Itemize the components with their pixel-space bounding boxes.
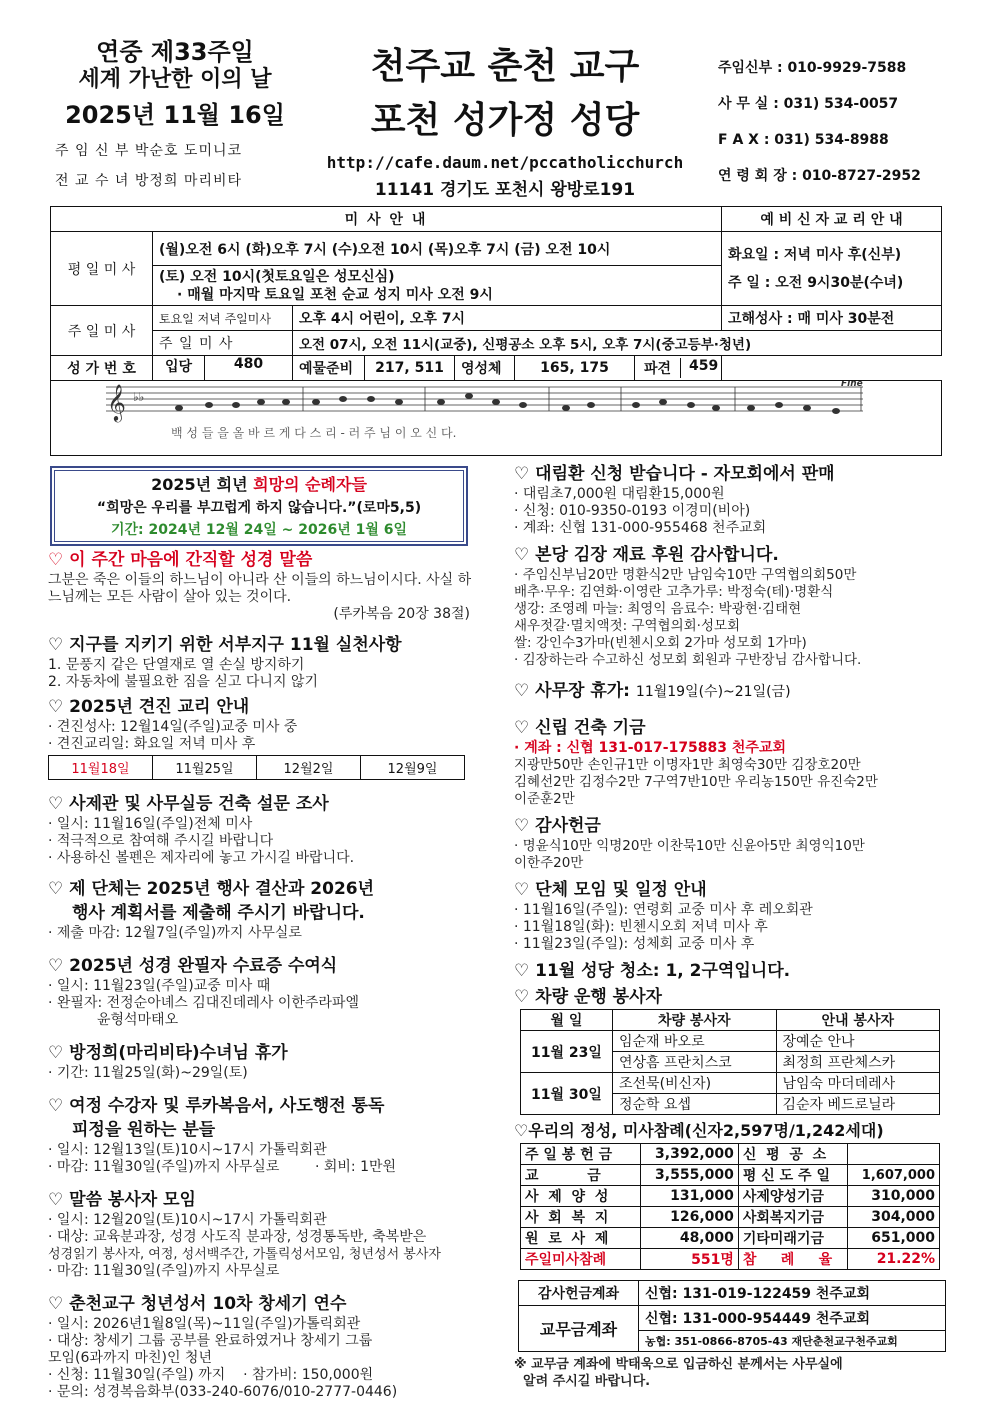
catechumen-line2: 주 일 : 오전 9시30분(수녀) <box>728 274 904 291</box>
jubilee-period: 기간: 2024년 12월 24일 ~ 2026년 1월 6일 <box>110 522 408 538</box>
course-item: · 마감: 11월30일(주일)까지 사무실로 · 회비: 1만원 <box>48 1159 397 1175</box>
group-title: ♡ 단체 모임 및 일정 안내 <box>514 880 707 900</box>
saturday-mass: (토) 오전 10시(첫토요일은 성모신심) <box>159 268 395 285</box>
finance-value: 651,000 <box>848 1228 940 1249</box>
jubilee-box <box>50 466 468 546</box>
cert-title: ♡ 2025년 성경 완필자 수료증 수여식 <box>48 956 338 976</box>
finance-table <box>520 1143 940 1270</box>
sunday-mass-label: 주 일 미 사 <box>51 306 153 356</box>
thanks-account-value: 신협: 131-019-122459 천주교회 <box>639 1281 946 1306</box>
gyeonjin-date: 11월18일 <box>49 756 153 780</box>
dues-account-2: 농협: 351-0866-8705-43 재단춘천교구천주교회 <box>645 1335 898 1348</box>
svg-text:백 성 들 을 올 바 르 게 다 스: 백 성 들 을 올 바 르 게 다 스 리 - 러 주 님 이 오 신 다. <box>171 426 457 440</box>
mass-header: 미 사 안 내 <box>51 207 722 232</box>
header-left <box>50 38 300 196</box>
entrance-label: 입당 <box>153 356 205 380</box>
build-fund-title: ♡ 신립 건축 기금 <box>514 718 646 738</box>
weekday-mass-row2 <box>153 266 722 306</box>
offertory-hymn: 217, 511 <box>365 356 455 381</box>
dues-note-2: 알려 주시길 바랍니다. <box>514 1374 651 1389</box>
pastor-name: 주 임 신 부 박순호 도미니코 <box>55 143 243 159</box>
word-item: · 대상: 교육분과장, 성경 사도직 분과장, 성경통독반, 축복받은 <box>48 1229 427 1245</box>
weekday-mass-label: 평 일 미 사 <box>51 232 153 306</box>
finance-value: 3,392,000 <box>641 1144 739 1165</box>
car-table <box>520 1009 940 1115</box>
course-title-2: 피정을 원하는 분들 <box>72 1120 216 1140</box>
liturgical-week: 연중 제33주일 <box>96 38 254 66</box>
contact-funeral-head: 연 령 회 장 : 010-8727-2952 <box>718 168 921 184</box>
dismissal-hymn: 459 <box>689 358 719 374</box>
kimchi-title: ♡ 본당 김장 재료 후원 감사합니다. <box>514 545 779 565</box>
build-fund-item: 김혜선2만 김정수2만 7구역7반10만 우리농150만 유진숙2만 <box>514 774 878 790</box>
car-date: 11월 30일 <box>521 1073 613 1115</box>
kimchi-item: 새우젓갈·멸치액젓: 구역협의회·성모회 <box>514 618 741 634</box>
youth-title: ♡ 춘천교구 청년성서 10차 창세기 연수 <box>48 1294 347 1314</box>
finance-label: 기타미래기금 <box>738 1228 848 1249</box>
thanks-title: ♡ 감사헌금 <box>514 816 601 836</box>
sunday-value: 오전 07시, 오전 11시(교중), 신평공소 오후 5시, 오후 7시(중고등부·청년) <box>293 331 942 356</box>
hymn-entrance-cell <box>153 356 293 381</box>
word-title: ♡ 말씀 봉사자 모임 <box>48 1190 196 1210</box>
finance-value: 3,555,000 <box>641 1165 739 1186</box>
kimchi-item: · 주임신부님20만 명환식2만 남임숙10만 구역협의회50만 <box>514 567 857 583</box>
bible-text: 그분은 죽은 이들의 하느님이 아니라 산 이들의 하느님이시다. 사실 하느님께는 모든 사람이 살아 있는 것이다. <box>48 572 472 605</box>
diocese-title: 천주교 춘천 교구 <box>370 46 640 87</box>
survey-item: · 일시: 11월16일(주일)전체 미사 <box>48 816 253 832</box>
gyeonjin-date: 11월25일 <box>153 756 257 780</box>
build-fund-item: 지광만50만 손인규1만 이명자1만 최영숙30만 김장호20만 <box>514 757 861 773</box>
car-header: 안내 봉사자 <box>776 1010 940 1031</box>
finance-label: 사 회 복 지 <box>521 1207 641 1228</box>
word-item: · 마감: 11월30일(주일)까지 사무실로 <box>48 1263 280 1279</box>
vacation-title: ♡ 방정희(마리비타)수녀님 휴가 <box>48 1043 288 1063</box>
youth-item: · 대상: 창세기 그룹 공부를 완료하였거나 창세기 그룹 <box>48 1333 373 1349</box>
finance-value: 48,000 <box>641 1228 739 1249</box>
finance-label: 주 일 봉 헌 금 <box>521 1144 641 1165</box>
plan-item: · 제출 마감: 12월7일(주일)까지 사무실로 <box>48 925 302 941</box>
attendance-count: 551명 <box>641 1249 739 1270</box>
sat-eve-value: 오후 4시 어린이, 오후 7시 <box>293 306 722 331</box>
build-fund-account: · 계좌 : 신협 131-017-175883 천주교회 <box>514 740 786 756</box>
weekday-mass-row1: (월)오전 6시 (화)오후 7시 (수)오전 10시 (목)오후 7시 (금) 오전 10시 <box>153 232 722 266</box>
jubilee-title: 2025년 희년 희망의 순례자들 <box>151 475 367 494</box>
youth-item: · 신청: 11월30일(주일) 까지 · 참가비: 150,000원 <box>48 1367 374 1383</box>
gyeonjin-title: ♡ 2025년 견진 교리 안내 <box>48 697 250 717</box>
car-guide: 장예순 안나 <box>776 1031 940 1052</box>
entrance-hymn: 480 <box>233 356 264 372</box>
sat-eve-label: 토요일 저녁 주일미사 <box>153 306 293 331</box>
youth-item: 모임(6과까지 마친)인 청년 <box>48 1350 212 1366</box>
youth-item: · 문의: 성경복음화부(033-240-6076/010-2777-0446) <box>48 1384 398 1400</box>
sister-name: 전 교 수 녀 방정희 마리비타 <box>55 173 243 189</box>
plan-title: ♡ 제 단체는 2025년 행사 결산과 2026년 <box>48 879 375 899</box>
survey-item: · 적극적으로 참여해 주시길 바랍니다 <box>48 833 274 849</box>
attendance-rate: 21.22% <box>848 1249 940 1270</box>
music-score <box>51 381 942 456</box>
communion-hymn: 165, 175 <box>515 356 635 381</box>
cert-item: · 완필자: 전정순아녜스 김대진데레사 이한주라파엘 <box>48 995 359 1011</box>
group-item: · 11월18일(화): 빈첸시오회 저녁 미사 후 <box>514 919 768 935</box>
dues-account-label: 교무금계좌 <box>519 1306 639 1352</box>
bible-ref: (루카복음 20장 38절) <box>333 606 470 622</box>
advent-item: · 신청: 010-9350-0193 이경미(비아) <box>514 503 751 519</box>
contact-fax: F A X : 031) 534-8988 <box>718 132 889 148</box>
gyeonjin-date: 12월9일 <box>361 756 465 780</box>
kimchi-item: 배추·무우: 김연화·이영란 고추가루: 박정숙(테)·명환식 <box>514 584 834 600</box>
gyeonjin-date: 12월2일 <box>257 756 361 780</box>
confession-info: 고해성사 : 매 미사 30분전 <box>722 306 942 331</box>
music-staff-icon <box>51 381 939 451</box>
earth-item: 2. 자동차에 불필요한 짐을 싣고 다니지 않기 <box>48 674 318 690</box>
course-item: · 일시: 12월13일(토)10시~17시 가톨릭회관 <box>48 1142 327 1158</box>
course-title: ♡ 여정 수강자 및 루카복음서, 사도행전 통독 <box>48 1096 385 1116</box>
finance-label: 사제양성기금 <box>738 1186 848 1207</box>
cafe-url-link[interactable]: http://cafe.daum.net/pccatholicchurch <box>326 153 684 172</box>
finance-value <box>848 1144 940 1165</box>
finance-value: 310,000 <box>848 1186 940 1207</box>
catechumen-header: 예 비 신 자 교 리 안 내 <box>722 207 942 232</box>
car-header: 월 일 <box>521 1010 613 1031</box>
group-item: · 11월23일(주일): 성체회 교중 미사 후 <box>514 936 755 952</box>
bible-title: ♡ 이 주간 마음에 간직할 성경 말씀 <box>48 550 313 570</box>
dismissal-cell <box>635 356 722 381</box>
offertory-label: 예물준비 <box>293 356 365 381</box>
svg-text:♭♭: ♭♭ <box>133 390 145 404</box>
earth-title: ♡ 지구를 지키기 위한 서부지구 11월 실천사항 <box>48 635 402 655</box>
catechumen-info <box>722 232 942 306</box>
dismissal-label: 파견 <box>635 358 681 378</box>
survey-item: · 사용하신 볼펜은 제자리에 놓고 가시길 바랍니다. <box>48 850 355 866</box>
word-item: · 일시: 12월20일(토)10시~17시 가톨릭회관 <box>48 1212 327 1228</box>
finance-label: 사 제 양 성 <box>521 1186 641 1207</box>
survey-title: ♡ 사제관 및 사무실등 건축 설문 조사 <box>48 794 329 814</box>
car-header: 차량 봉사자 <box>613 1010 777 1031</box>
advent-item: · 대림초7,000원 대림환15,000원 <box>514 486 725 502</box>
header-center <box>300 40 710 204</box>
vacation-item: · 기간: 11월25일(화)~29일(토) <box>48 1065 248 1081</box>
gyeonjin-item: · 견진성사: 12월14일(주일)교중 미사 중 <box>48 719 298 735</box>
office-vacation: ♡ 사무장 휴가: 11월19일(수)~21일(금) <box>514 681 791 701</box>
advent-item: · 계좌: 신협 131-000-955468 천주교회 <box>514 520 767 536</box>
parish-address: 11141 경기도 포천시 왕방로191 <box>374 180 636 200</box>
car-title: ♡ 차량 운행 봉사자 <box>514 987 662 1007</box>
finance-value: 131,000 <box>641 1186 739 1207</box>
youth-item: · 일시: 2026년1월8일(목)~11일(주일)가톨릭회관 <box>48 1316 361 1332</box>
communion-label: 영성체 <box>455 356 515 381</box>
group-item: · 11월16일(주일): 연령회 교중 미사 후 레오회관 <box>514 902 813 918</box>
earth-item: 1. 문풍지 같은 단열재로 열 손실 방지하기 <box>48 657 305 673</box>
parish-title: 포천 성가정 성당 <box>370 100 640 141</box>
finance-label: 사회복지기금 <box>738 1207 848 1228</box>
sunday-label: 주 일 미 사 <box>153 331 293 356</box>
gyeonjin-item: · 견진교리일: 화요일 저녁 미사 후 <box>48 736 256 752</box>
account-table <box>518 1280 946 1352</box>
dues-account-1: 신협: 131-000-954449 천주교회 <box>639 1306 945 1331</box>
kimchi-item: · 김장하는라 수고하신 성모회 회원과 구반장님 감사합니다. <box>514 652 862 668</box>
right-column <box>514 462 946 1390</box>
catechumen-line1: 화요일 : 저녁 미사 후(신부) <box>728 246 902 263</box>
attendance-rate-label: 참 례 율 <box>738 1249 848 1270</box>
finance-value: 1,607,000 <box>848 1165 940 1186</box>
liturgical-subtitle: 세계 가난한 이의 날 <box>78 67 272 92</box>
cleaning-title: ♡ 11월 성당 청소: 1, 2구역입니다. <box>514 961 791 981</box>
finance-title: ♡우리의 정성, 미사참례(신자2,597명/1,242세대) <box>514 1121 884 1140</box>
car-driver: 정순학 요셉 <box>613 1094 777 1115</box>
contact-pastor: 주임신부 : 010-9929-7588 <box>718 60 907 76</box>
finance-label: 평 신 도 주 일 <box>738 1165 848 1186</box>
car-driver: 연상흠 프란치스코 <box>613 1052 777 1073</box>
svg-text:Fine: Fine <box>841 381 863 389</box>
kimchi-item: 생강: 조영례 마늘: 최영익 음료수: 박광현·김태현 <box>514 601 802 617</box>
bulletin-date: 2025년 11월 16일 <box>65 101 285 129</box>
left-column <box>48 548 480 1401</box>
car-guide: 김순자 베드로닐라 <box>776 1094 940 1115</box>
finance-label: 신 평 공 소 <box>738 1144 848 1165</box>
gyeonjin-dates-table <box>48 755 465 780</box>
jubilee-quote: “희망은 우리를 부끄럽게 하지 않습니다.”(로마5,5) <box>96 500 422 516</box>
mass-schedule-table <box>50 206 942 456</box>
car-driver: 임순재 바오로 <box>613 1031 777 1052</box>
thanks-item: 이한주20만 <box>514 855 584 871</box>
finance-value: 126,000 <box>641 1207 739 1228</box>
hymn-label: 성 가 번 호 <box>51 356 153 381</box>
contact-office: 사 무 실 : 031) 534-0057 <box>718 96 899 112</box>
shrine-mass: · 매월 마지막 토요일 포천 순교 성지 미사 오전 9시 <box>177 286 493 303</box>
dues-note: ※ 교무금 계좌에 박태욱으로 입금하신 분께서는 사무실에 <box>514 1357 843 1372</box>
cert-item: · 일시: 11월23일(주일)교중 미사 때 <box>48 978 271 994</box>
header-contacts <box>718 50 958 194</box>
finance-label: 원 로 사 제 <box>521 1228 641 1249</box>
build-fund-item: 이준훈2만 <box>514 791 575 807</box>
car-guide: 최정희 프란체스카 <box>776 1052 940 1073</box>
svg-text:𝄞: 𝄞 <box>107 383 126 421</box>
word-item: 성경읽기 봉사자, 여정, 성서백주간, 가톨릭성서모임, 청년성서 봉사자 <box>48 1247 441 1262</box>
car-driver: 조선묵(비신자) <box>613 1073 777 1094</box>
advent-title: ♡ 대림환 신청 받습니다 - 자모회에서 판매 <box>514 464 835 484</box>
attendance-label: 주일미사참례 <box>521 1249 641 1270</box>
car-date: 11월 23일 <box>521 1031 613 1073</box>
cert-item: 윤형석마태오 <box>48 1012 179 1028</box>
dues-account-values <box>639 1306 946 1352</box>
finance-value: 304,000 <box>848 1207 940 1228</box>
plan-title-2: 행사 계획서를 제출해 주시기 바랍니다. <box>72 903 365 923</box>
kimchi-item: 쌀: 강인수3가마(빈첸시오회 2가마 성모회 1가마) <box>514 635 807 651</box>
finance-label: 교 금 <box>521 1165 641 1186</box>
thanks-item: · 명윤식10만 익명20만 이찬묵10만 신윤아5만 최영익10만 <box>514 838 865 854</box>
thanks-account-label: 감사헌금계좌 <box>519 1281 639 1306</box>
car-guide: 남임숙 마더데레사 <box>776 1073 940 1094</box>
